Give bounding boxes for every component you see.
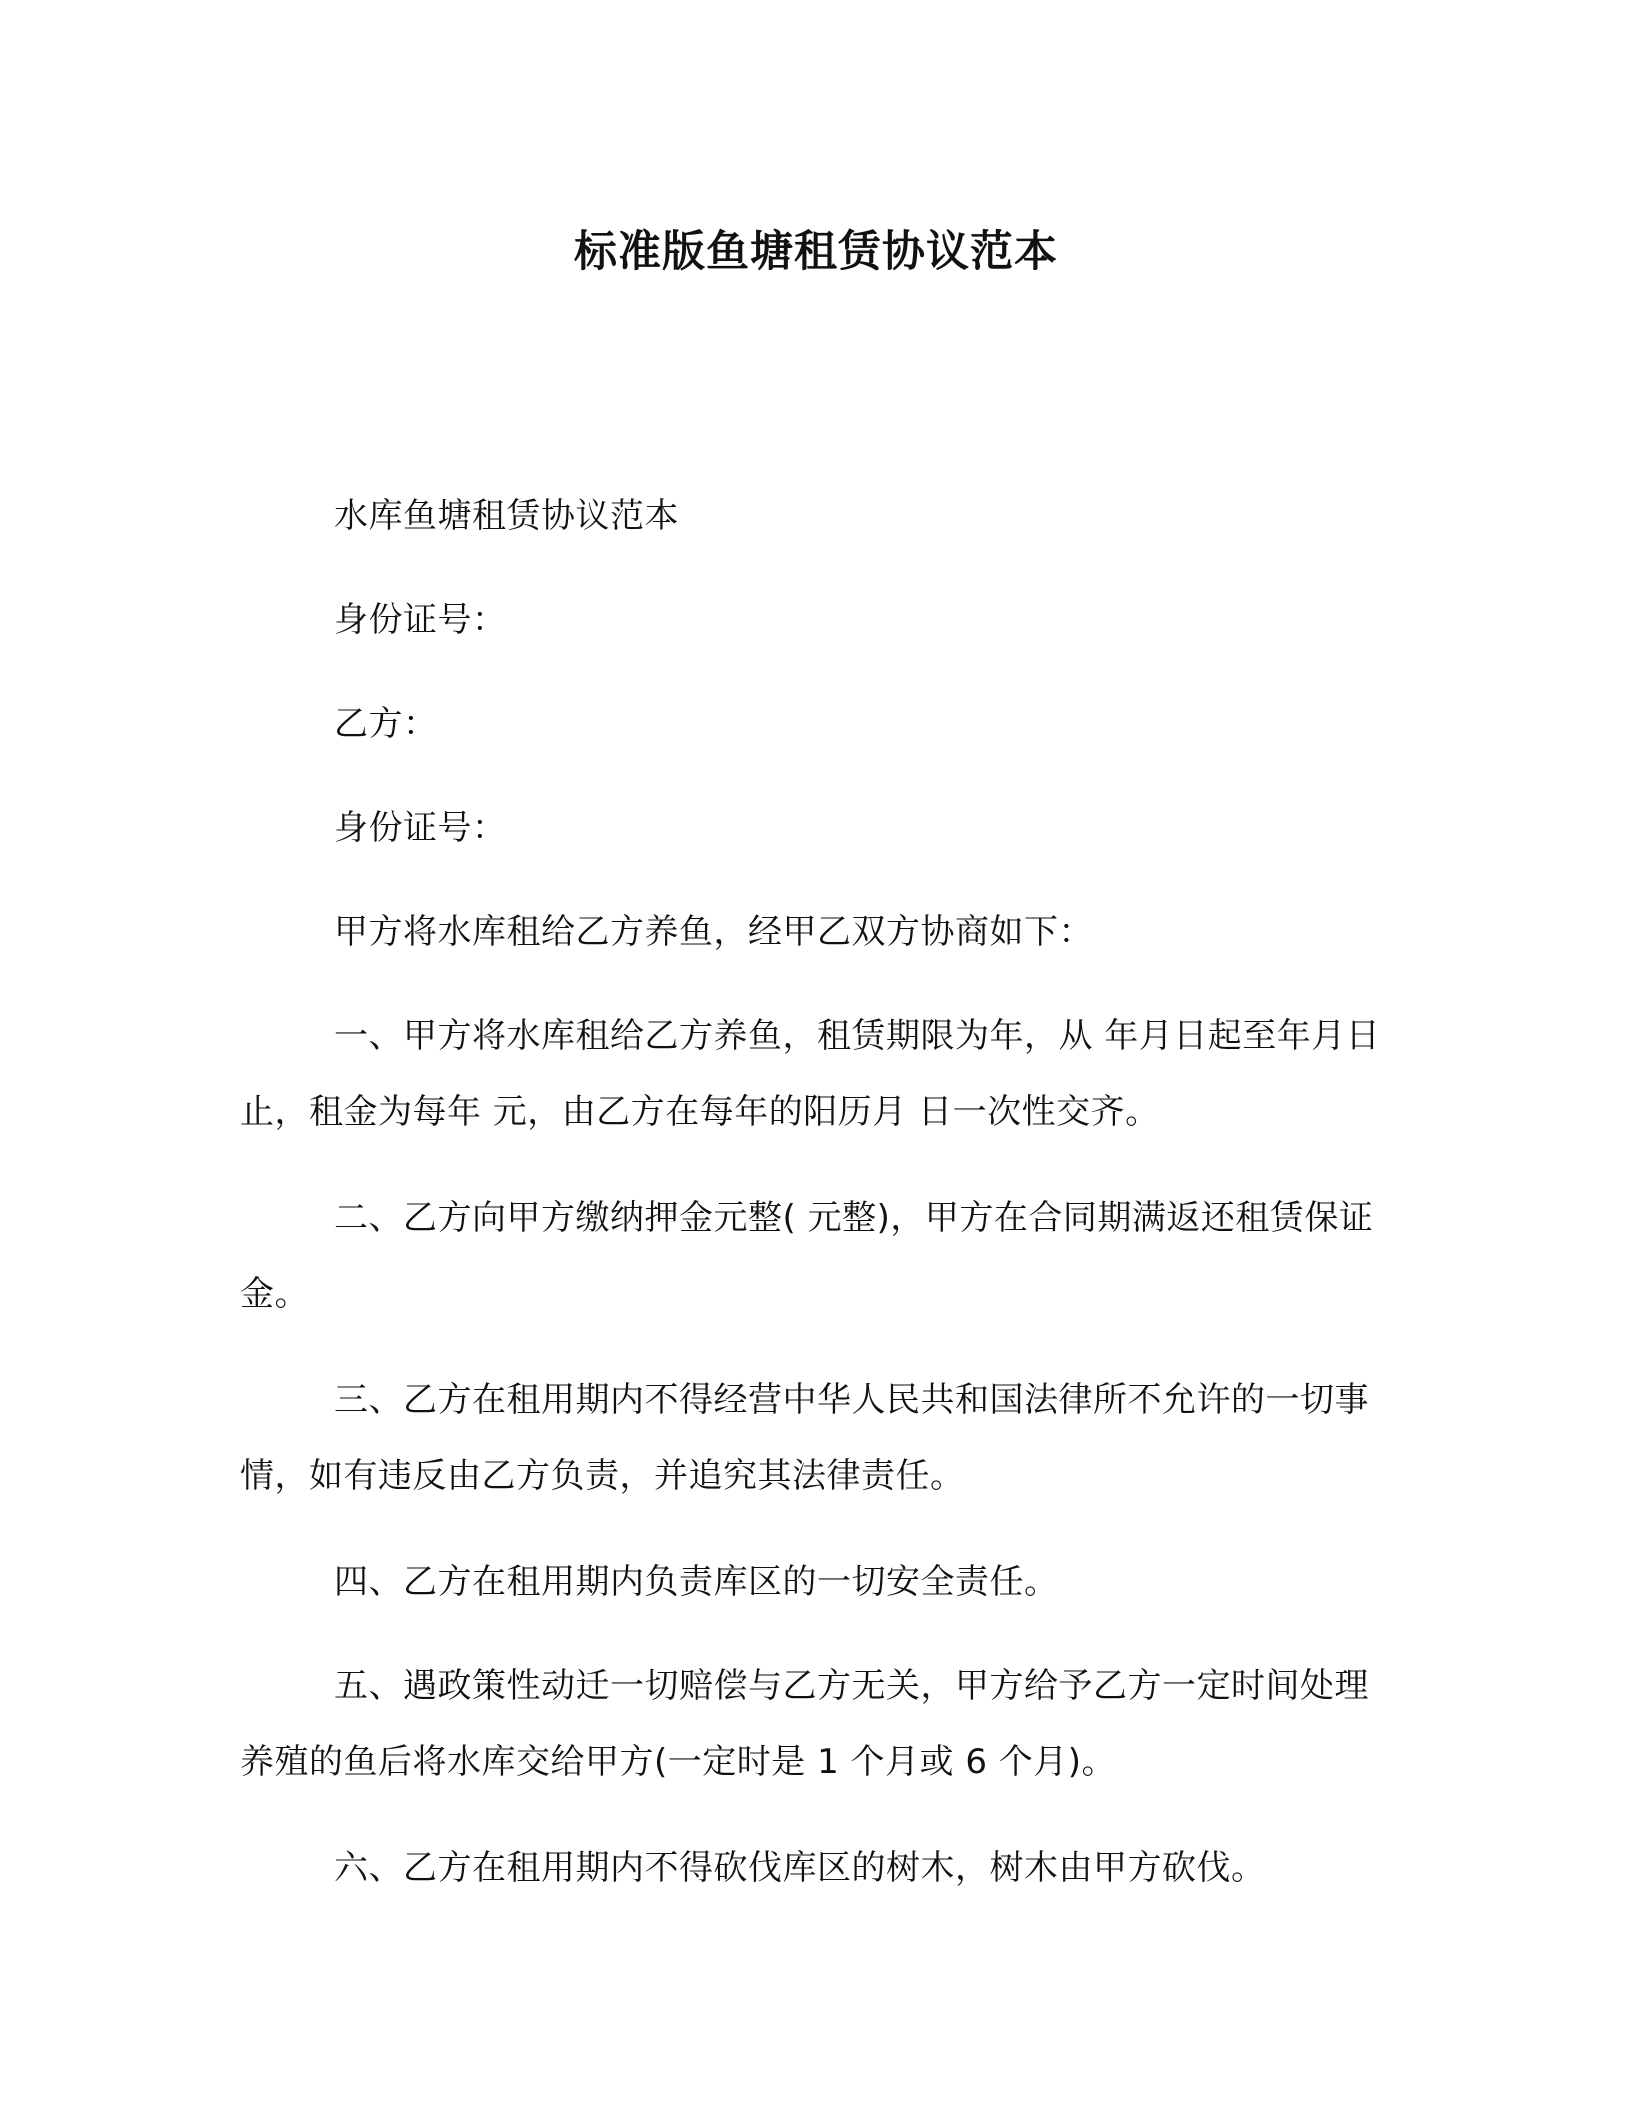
paragraph-id-number-a: 身份证号： bbox=[334, 600, 507, 640]
paragraph-party-b: 乙方： bbox=[334, 704, 438, 744]
paragraph-clause-5: 五、遇政策性动迁一切赔偿与乙方无关，甲方给予乙方一定时间处理养殖的鱼后将水库交给甲方(一定时是 1 个月或 6 个月)。 bbox=[240, 1666, 1369, 1782]
paragraph-clause-2: 二、乙方向甲方缴纳押金元整( 元整)，甲方在合同期满返还租赁保证金。 bbox=[240, 1198, 1374, 1314]
paragraph-clause-4: 四、乙方在租用期内负责库区的一切安全责任。 bbox=[334, 1562, 1059, 1602]
paragraph-clause-3: 三、乙方在租用期内不得经营中华人民共和国法律所不允许的一切事情，如有违反由乙方负责，并追究其法律责任。 bbox=[240, 1380, 1369, 1496]
paragraph-intro: 甲方将水库租给乙方养鱼，经甲乙双方协商如下： bbox=[334, 912, 1093, 952]
paragraph-subtitle: 水库鱼塘租赁协议范本 bbox=[334, 496, 679, 536]
document-title: 标准版鱼塘租赁协议范本 bbox=[574, 227, 1058, 277]
paragraph-id-number-b: 身份证号： bbox=[334, 808, 507, 848]
paragraph-clause-6: 六、乙方在租用期内不得砍伐库区的树木，树木由甲方砍伐。 bbox=[334, 1848, 1266, 1888]
paragraph-clause-1: 一、甲方将水库租给乙方养鱼，租赁期限为年，从 年月日起至年月日止，租金为每年 元，由乙方在每年的阳历月 日一次性交齐。 bbox=[240, 1016, 1381, 1132]
